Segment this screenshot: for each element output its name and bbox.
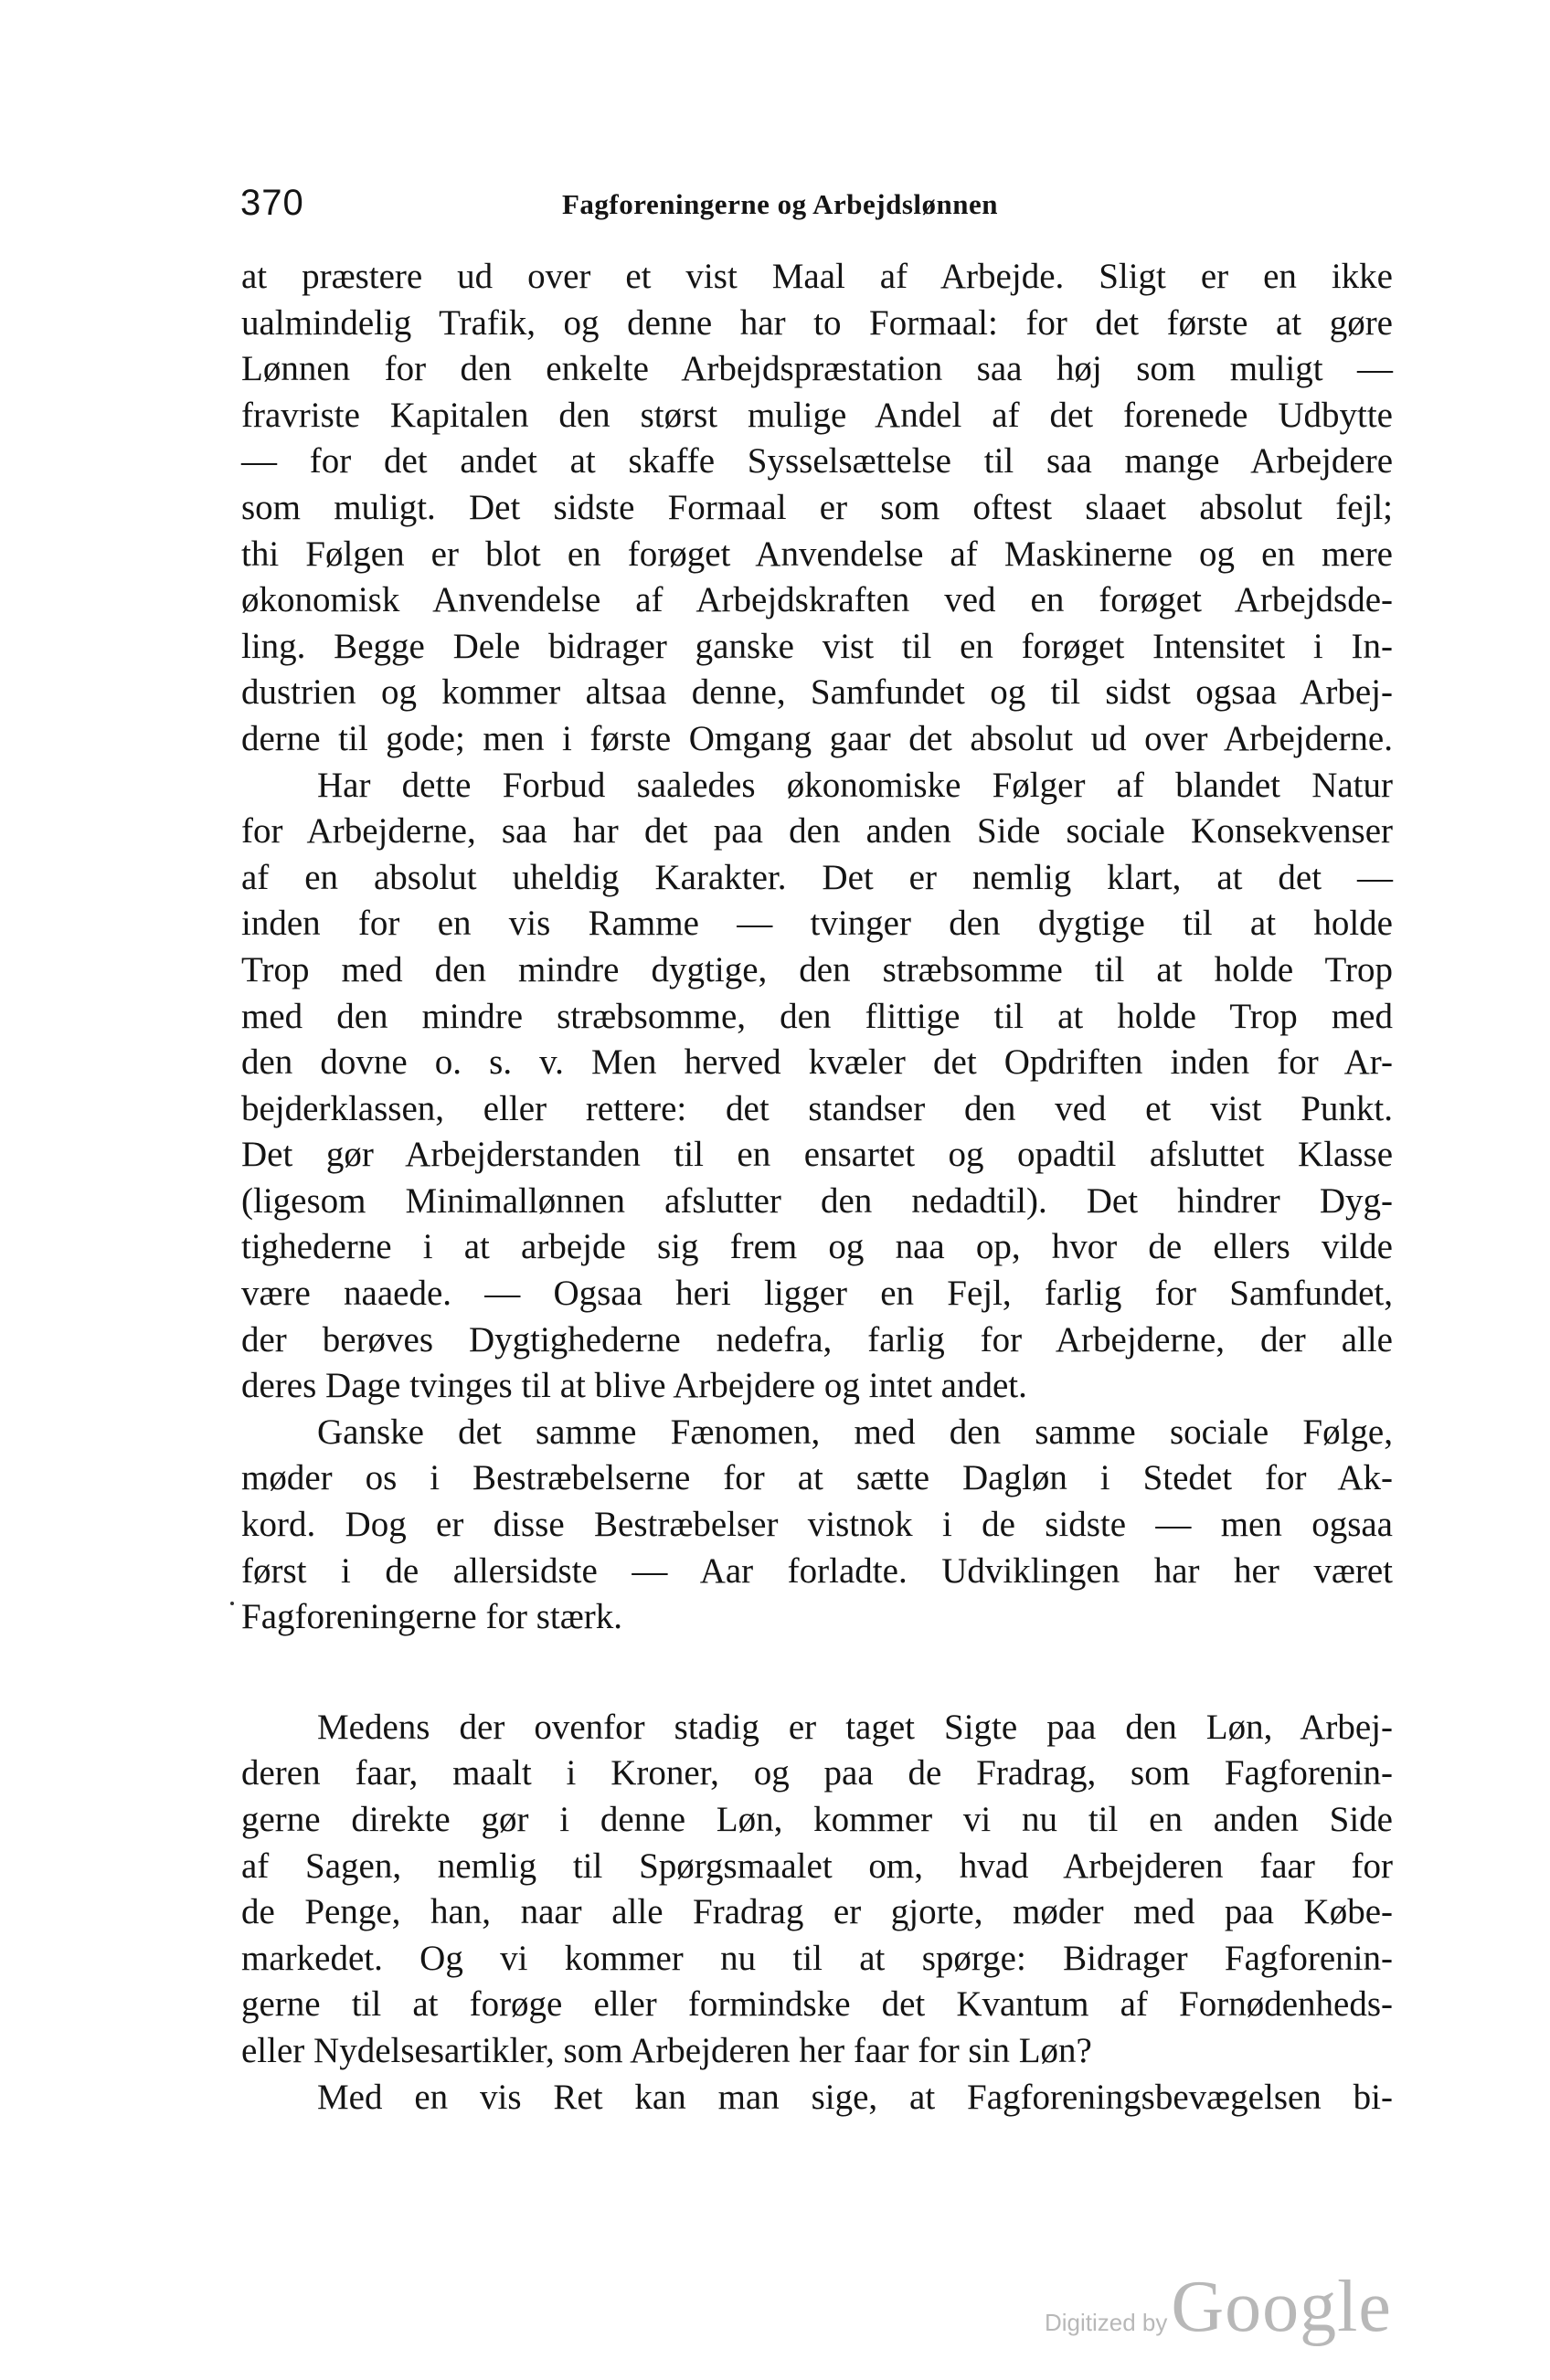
text-line: med den mindre stræbsomme, den flittige til at holde Trop med bbox=[241, 996, 1393, 1036]
text-line: økonomisk Anvendelse af Arbejdskraften ved en forøget Arbejdsde- bbox=[241, 580, 1393, 620]
text-line: Med en vis Ret kan man sige, at Fagforeningsbevægelsen bi- bbox=[317, 2077, 1393, 2117]
text-line: først i de allersidste — Aar forladte. Udviklingen har her været bbox=[241, 1550, 1393, 1591]
google-logo: Google bbox=[1171, 2267, 1392, 2347]
page-header bbox=[240, 183, 1392, 238]
text-line: Lønnen for den enkelte Arbejdspræstation saa høj som muligt — bbox=[241, 349, 1393, 389]
text-line: thi Følgen er blot en forøget Anvendelse af Maskinerne og en mere bbox=[241, 534, 1393, 574]
text-line: inden for en vis Ramme — tvinger den dygtige til at holde bbox=[241, 904, 1393, 944]
text-line: deres Dage tvinges til at blive Arbejdere og intet andet. bbox=[241, 1366, 1027, 1406]
text-line: Det gør Arbejderstanden til en ensartet og opadtil afsluttet Klasse bbox=[241, 1135, 1393, 1175]
text-line: Medens der ovenfor stadig er taget Sigte paa den Løn, Arbej- bbox=[317, 1707, 1393, 1747]
text-line: (ligesom Minimallønnen afslutter den nedadtil). Det hindrer Dyg- bbox=[241, 1180, 1393, 1221]
print-speck bbox=[230, 1602, 234, 1605]
text-line: tighederne i at arbejde sig frem og naa op, hvor de ellers vilde bbox=[241, 1227, 1393, 1267]
text-line: gerne til at forøge eller formindske det Kvantum af Fornødenheds- bbox=[241, 1984, 1393, 2025]
text-line: de Penge, han, naar alle Fradrag er gjorte, møder med paa Købe- bbox=[241, 1892, 1393, 1932]
text-line: møder os i Bestræbelserne for at sætte Dagløn i Stedet for Ak- bbox=[241, 1458, 1393, 1498]
paragraph bbox=[241, 254, 1393, 763]
text-line: der berøves Dygtighederne nedefra, farlig for Arbejderne, der alle bbox=[241, 1319, 1393, 1359]
text-line: fravriste Kapitalen den størst mulige Andel af det forenede Udbytte bbox=[241, 395, 1393, 435]
text-line: markedet. Og vi kommer nu til at spørge: Bidrager Fagforenin- bbox=[241, 1938, 1393, 1978]
text-line: gerne direkte gør i denne Løn, kommer vi nu til en anden Side bbox=[241, 1800, 1393, 1839]
text-line: for Arbejderne, saa har det paa den anden Side sociale Konsekvenser bbox=[241, 811, 1393, 852]
text-line: af Sagen, nemlig til Spørgsmaalet om, hvad Arbejderen faar for bbox=[241, 1846, 1393, 1886]
paragraph bbox=[241, 2075, 1393, 2121]
paragraph bbox=[241, 1410, 1393, 1641]
text-line: være naaede. — Ogsaa heri ligger en Fejl, farlig for Samfundet, bbox=[241, 1274, 1393, 1314]
text-line: derne til gode; men i første Omgang gaar det absolut ud over Arbejderne. bbox=[241, 718, 1393, 758]
section-break bbox=[241, 1641, 1393, 1705]
paragraph bbox=[241, 763, 1393, 1410]
text-line: eller Nydelsesartikler, som Arbejderen her faar for sin Løn? bbox=[241, 2030, 1092, 2070]
text-line: af en absolut uheldig Karakter. Det er nemlig klart, at det — bbox=[241, 857, 1393, 897]
digitization-watermark bbox=[1045, 2266, 1392, 2349]
text-line: dustrien og kommer altsaa denne, Samfundet og til sidst ogsaa Arbej- bbox=[241, 672, 1393, 713]
text-line: Trop med den mindre dygtige, den stræbsomme til at holde Trop bbox=[241, 949, 1393, 989]
text-line: at præstere ud over et vist Maal af Arbejde. Sligt er en ikke bbox=[241, 257, 1393, 296]
body-text bbox=[241, 254, 1393, 2121]
text-line: ling. Begge Dele bidrager ganske vist til en forøget Intensitet i In- bbox=[241, 626, 1393, 666]
paragraph bbox=[241, 1705, 1393, 2075]
page-number: 370 bbox=[240, 183, 304, 223]
text-line: Har dette Forbud saaledes økonomiske Følger af blandet Natur bbox=[317, 765, 1393, 805]
text-line: bejderklassen, eller rettere: det standser den ved et vist Punkt. bbox=[241, 1088, 1393, 1128]
text-line: deren faar, maalt i Kroner, og paa de Fradrag, som Fagforenin- bbox=[241, 1753, 1393, 1793]
text-line: — for det andet at skaffe Sysselsættelse til saa mange Arbejdere bbox=[241, 441, 1393, 481]
watermark-prefix: Digitized by bbox=[1045, 2309, 1168, 2336]
running-head: Fagforeningerne og Arbejdslønnen bbox=[562, 188, 998, 220]
text-line: som muligt. Det sidste Formaal er som oftest slaaet absolut fejl; bbox=[241, 487, 1393, 527]
text-line: kord. Dog er disse Bestræbelser vistnok i de sidste — men ogsaa bbox=[241, 1505, 1393, 1545]
text-line: Fagforeningerne for stærk. bbox=[241, 1597, 622, 1637]
text-line: Ganske det samme Fænomen, med den samme sociale Følge, bbox=[317, 1412, 1393, 1452]
text-line: den dovne o. s. v. Men herved kvæler det Opdriften inden for Ar- bbox=[241, 1042, 1393, 1083]
text-line: ualmindelig Trafik, og denne har to Formaal: for det første at gøre bbox=[241, 302, 1393, 343]
